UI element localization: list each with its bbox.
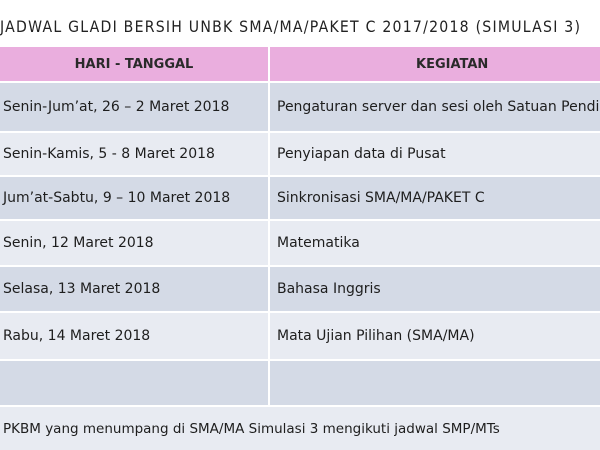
activity-cell: Mata Ujian Pilihan (SMA/MA) [268,313,600,359]
date-cell: Senin, 12 Maret 2018 [0,221,268,265]
empty-table-row [0,361,600,407]
date-cell: Rabu, 14 Maret 2018 [0,313,268,359]
activity-cell: Penyiapan data di Pusat [268,133,600,175]
table-row [0,313,600,361]
activity-cell: Matematika [268,221,600,265]
footnote-row: PKBM yang menumpang di SMA/MA Simulasi 3 mengikuti jadwal SMP/MTs [0,407,600,450]
empty-cell [0,361,268,405]
empty-cell [268,361,600,405]
header-date: HARI - TANGGAL [0,47,268,81]
table-row [0,221,600,267]
date-cell: Selasa, 13 Maret 2018 [0,267,268,311]
date-cell: Senin-Jum’at, 26 – 2 Maret 2018 [0,83,268,131]
table-row [0,83,600,133]
table-row [0,133,600,177]
activity-cell: Sinkronisasi SMA/MA/PAKET C [268,177,600,219]
activity-cell: Pengaturan server dan sesi oleh Satuan Pendi [268,83,600,131]
table-header-row [0,47,600,83]
schedule-table [0,47,600,450]
activity-cell: Bahasa Inggris [268,267,600,311]
date-cell: Jum’at-Sabtu, 9 – 10 Maret 2018 [0,177,268,219]
table-row [0,267,600,313]
table-row [0,177,600,221]
header-activity: KEGIATAN [268,47,600,81]
slide-title: JADWAL GLADI BERSIH UNBK SMA/MA/PAKET C 2017/2018 (SIMULASI 3) [0,17,582,36]
date-cell: Senin-Kamis, 5 - 8 Maret 2018 [0,133,268,175]
